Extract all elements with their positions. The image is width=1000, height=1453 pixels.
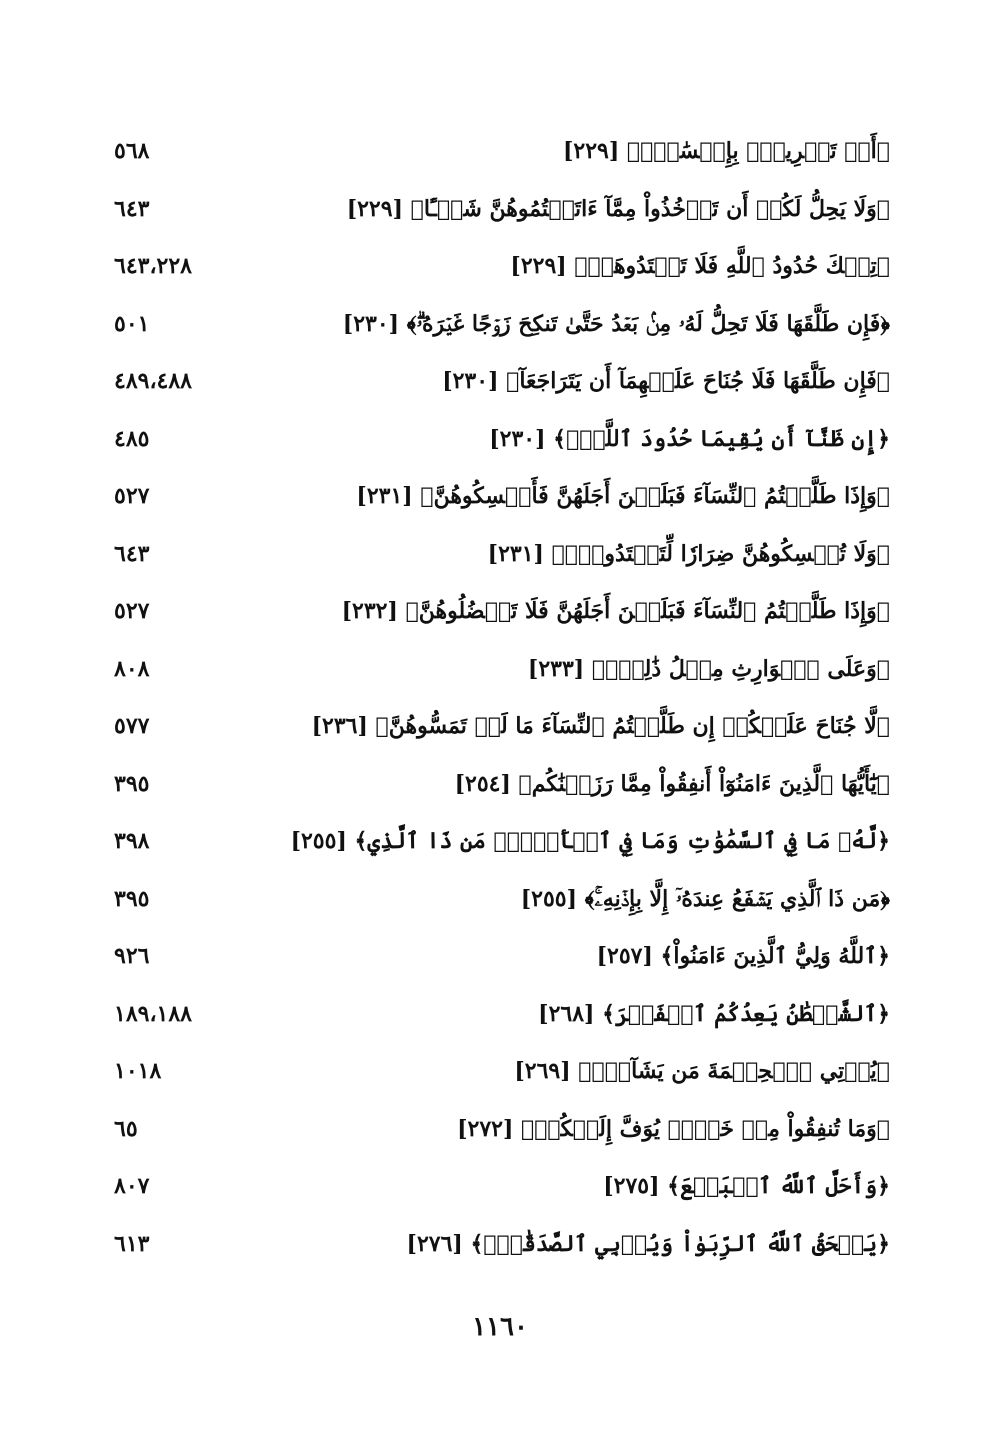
page-references: ٦٥ xyxy=(114,1115,138,1142)
index-entry xyxy=(100,703,890,761)
index-entry xyxy=(100,416,890,474)
verse-text: ﴿وَلَا يَحِلُّ لَكُمۡ أَن تَأۡخُذُواْ مِمَّآ ءَاتَيۡتُمُوهُنَّ شَيۡـًٔا﴾ [٢٢٩] xyxy=(346,195,890,222)
verse-text: ﴿وَأَحَلَّ ٱللَّهُ ٱلۡبَيۡعَ﴾ [٢٧٥] xyxy=(603,1173,890,1199)
verse-text: ﴿ٱللَّهُ وَلِيُّ ٱلَّذِينَ ءَامَنُواْ﴾ [٢٥٧] xyxy=(596,943,890,969)
verse-text: ﴿وَلَا تُمۡسِكُوهُنَّ ضِرَارٗا لِّتَعۡتَدُواْۚ﴾ [٢٣١] xyxy=(487,540,890,567)
page-number: ١١٦٠ xyxy=(472,1312,528,1342)
index-entry xyxy=(100,358,890,416)
verse-text: ﴿يُؤۡتِي ٱلۡحِكۡمَةَ مَن يَشَآءُۚ﴾ [٢٦٩] xyxy=(514,1058,890,1084)
index-entry xyxy=(100,991,890,1049)
verse-text: ﴿يَٰٓأَيُّهَا ٱلَّذِينَ ءَامَنُوٓاْ أَنفِقُواْ مِمَّا رَزَقۡنَٰكُم﴾ [٢٥٤] xyxy=(454,770,890,797)
index-entry xyxy=(100,646,890,704)
index-entry xyxy=(100,1221,890,1279)
verse-text: ﴿وَمَا تُنفِقُواْ مِنۡ خَيۡرٖ يُوَفَّ إِلَيۡكُمۡ﴾ [٢٧٢] xyxy=(457,1115,890,1142)
page-references: ١٠١٨ xyxy=(114,1058,162,1084)
index-entry xyxy=(100,473,890,531)
verse-index-list xyxy=(100,128,890,1278)
page-references: ٥٢٧ xyxy=(114,598,150,624)
verse-text: ﴿يَمۡحَقُ ٱللَّهُ ٱلرِّبَوٰاْ وَيُرۡبِي ٱلصَّدَقَٰتِۗ﴾ [٢٧٦] xyxy=(406,1230,890,1257)
page-references: ٦١٣ xyxy=(114,1230,150,1257)
verse-text: ﴿وَإِذَا طَلَّقۡتُمُ ٱلنِّسَآءَ فَبَلَغۡنَ أَجَلَهُنَّ فَلَا تَعۡضُلُوهُنَّ﴾ [٢٣٢] xyxy=(341,598,890,624)
page-references: ١٨٩،١٨٨ xyxy=(114,1000,192,1027)
index-entry xyxy=(100,1048,890,1106)
page-references: ٥٧٧ xyxy=(114,713,150,739)
page-references: ٨٠٨ xyxy=(114,655,150,682)
verse-text: ﴿وَإِذَا طَلَّقۡتُمُ ٱلنِّسَآءَ فَبَلَغۡنَ أَجَلَهُنَّ فَأَمۡسِكُوهُنَّ﴾ [٢٣١] xyxy=(356,483,890,509)
index-entry xyxy=(100,1106,890,1164)
page-references: ٣٩٥ xyxy=(114,885,150,912)
index-entry xyxy=(100,818,890,876)
verse-text: ﴿فَإِن طَلَّقَهَا فَلَا تَحِلُّ لَهُۥ مِنۢ بَعۡدُ حَتَّىٰ تَنكِحَ زَوۡجًا غَيۡرَهُۥۗ﴾ [٢٣٠] xyxy=(342,310,890,337)
page-references: ٥٠١ xyxy=(114,310,150,337)
page-references: ٦٤٣ xyxy=(114,540,150,567)
page-references: ٥٢٧ xyxy=(114,483,150,509)
verse-text: ﴿مَن ذَا ٱلَّذِي يَشۡفَعُ عِندَهُۥٓ إِلَّا بِإِذۡنِهِۦۚ﴾ [٢٥٥] xyxy=(520,885,890,912)
index-entry xyxy=(100,531,890,589)
page-references: ٤٨٩،٤٨٨ xyxy=(114,368,192,394)
index-entry xyxy=(100,933,890,991)
page-references: ٣٩٥ xyxy=(114,770,150,797)
verse-text: ﴿فَإِن طَلَّقَهَا فَلَا جُنَاحَ عَلَيۡهِمَآ أَن يَتَرَاجَعَآ﴾ [٢٣٠] xyxy=(442,368,890,394)
verse-text: ﴿لَّهُۥ مَا فِي ٱلسَّمَٰوَٰتِ وَمَا فِي ٱلۡأَرۡضِۗ مَن ذَا ٱلَّذِي﴾ [٢٥٥] xyxy=(290,828,890,854)
verse-text: ﴿أَوۡ تَسۡرِيحُۢ بِإِحۡسَٰنٖۗ﴾ [٢٢٩] xyxy=(562,138,890,164)
index-entry xyxy=(100,588,890,646)
verse-text: ﴿إِن ظَنَّآ أَن يُقِيمَا حُدُودَ ٱللَّهِۗ﴾ [٢٣٠] xyxy=(489,425,890,452)
page-references: ٨٠٧ xyxy=(114,1173,150,1199)
verse-text: ﴿وَعَلَى ٱلۡوَارِثِ مِثۡلُ ذَٰلِكَۗ﴾ [٢٣٣] xyxy=(527,655,890,682)
index-entry xyxy=(100,301,890,359)
verse-text: ﴿ٱلشَّيۡطَٰنُ يَعِدُكُمُ ٱلۡفَقۡرَ﴾ [٢٦٨] xyxy=(538,1000,890,1027)
page-references: ٦٤٣ xyxy=(114,195,150,222)
page-references: ٣٩٨ xyxy=(114,828,150,854)
index-entry xyxy=(100,243,890,301)
page-references: ٩٢٦ xyxy=(114,943,150,969)
index-entry xyxy=(100,1163,890,1221)
page-references: ٦٤٣،٢٢٨ xyxy=(114,253,192,279)
page-references: ٤٨٥ xyxy=(114,425,150,452)
page-references: ٥٦٨ xyxy=(114,138,150,164)
index-entry xyxy=(100,761,890,819)
verse-text: ﴿تِلۡكَ حُدُودُ ٱللَّهِ فَلَا تَعۡتَدُوهَاۚ﴾ [٢٢٩] xyxy=(510,253,890,279)
index-entry xyxy=(100,186,890,244)
index-entry xyxy=(100,128,890,186)
verse-text: ﴿لَّا جُنَاحَ عَلَيۡكُمۡ إِن طَلَّقۡتُمُ ٱلنِّسَآءَ مَا لَمۡ تَمَسُّوهُنَّ﴾ [٢٣٦] xyxy=(311,713,890,739)
index-entry xyxy=(100,876,890,934)
